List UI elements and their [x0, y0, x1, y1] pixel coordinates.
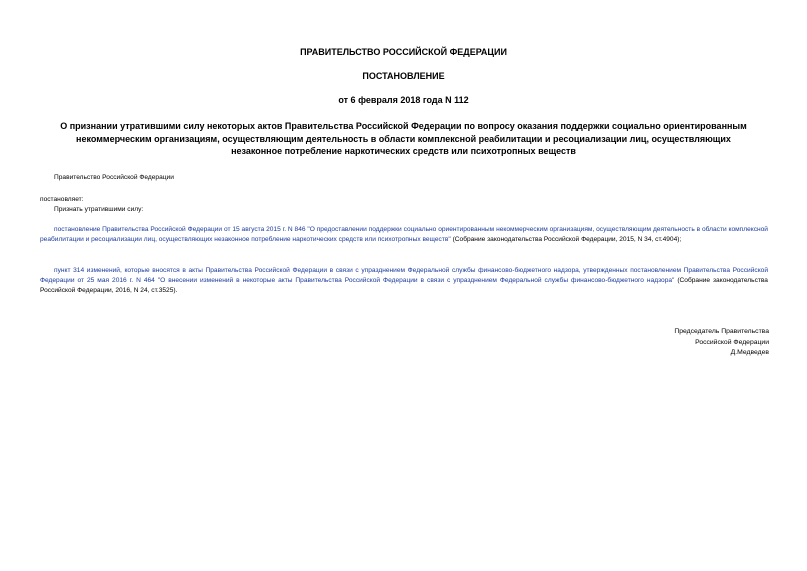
repealed-item-2-source: (Собрание законодательства Российской Федерации, 2016, N 24, ст.3525).	[40, 277, 768, 294]
government-heading: ПРАВИТЕЛЬСТВО РОССИЙСКОЙ ФЕДЕРАЦИИ	[300, 47, 507, 57]
repealed-item-1	[40, 225, 768, 245]
declare-text: Признать утратившими силу:	[54, 206, 144, 213]
signature-name: Д.Медведев	[730, 349, 769, 356]
signature-country: Российской Федерации	[695, 338, 769, 346]
issuer-text: Правительство Российской Федерации	[54, 174, 174, 181]
document-type: ПОСТАНОВЛЕНИЕ	[362, 71, 445, 81]
repealed-item-2	[40, 266, 768, 296]
repealed-item-1-link[interactable]: постановление Правительства Российской Федерации от 15 августа 2015 г. N 846 "О предоставлении поддержки социально ориентированным некоммерческим организациям, осуществляющим деятельность в области комплексной реабилитации и ресоциализации лиц, осуществляющих незаконное потребление наркотических средств или психотропных веществ"	[40, 226, 768, 243]
document-date-number: от 6 февраля 2018 года N 112	[338, 95, 469, 105]
repealed-item-1-source: (Собрание законодательства Российской Федерации, 2015, N 34, ст.4904);	[450, 236, 682, 243]
document-title: О признании утратившими силу некоторых актов Правительства Российской Федерации по вопросу оказания поддержки социально ориентированным некоммерческим организациям, осуществляющим деятельность в области комплексной реабилитации и ресоциализации лиц, осуществляющих незаконное потребление наркотических средств или психотропных веществ	[60, 121, 747, 156]
repealed-item-2-link[interactable]: пункт 314 изменений, которые вносятся в акты Правительства Российской Федерации в связи с упразднением Федеральной службы финансово-бюджетного надзора, утвержденных постановлением Правительства Российской Федерации от 25 мая 2016 г. N 464 "О внесении изменений в некоторые акты Правительства Российской Федерации в связи с упразднением Федеральной службы финансово-бюджетного надзора"	[40, 267, 768, 284]
signature-position: Председатель Правительства	[674, 328, 769, 335]
signature-block	[674, 327, 769, 359]
resolves-text: постановляет:	[40, 196, 84, 203]
